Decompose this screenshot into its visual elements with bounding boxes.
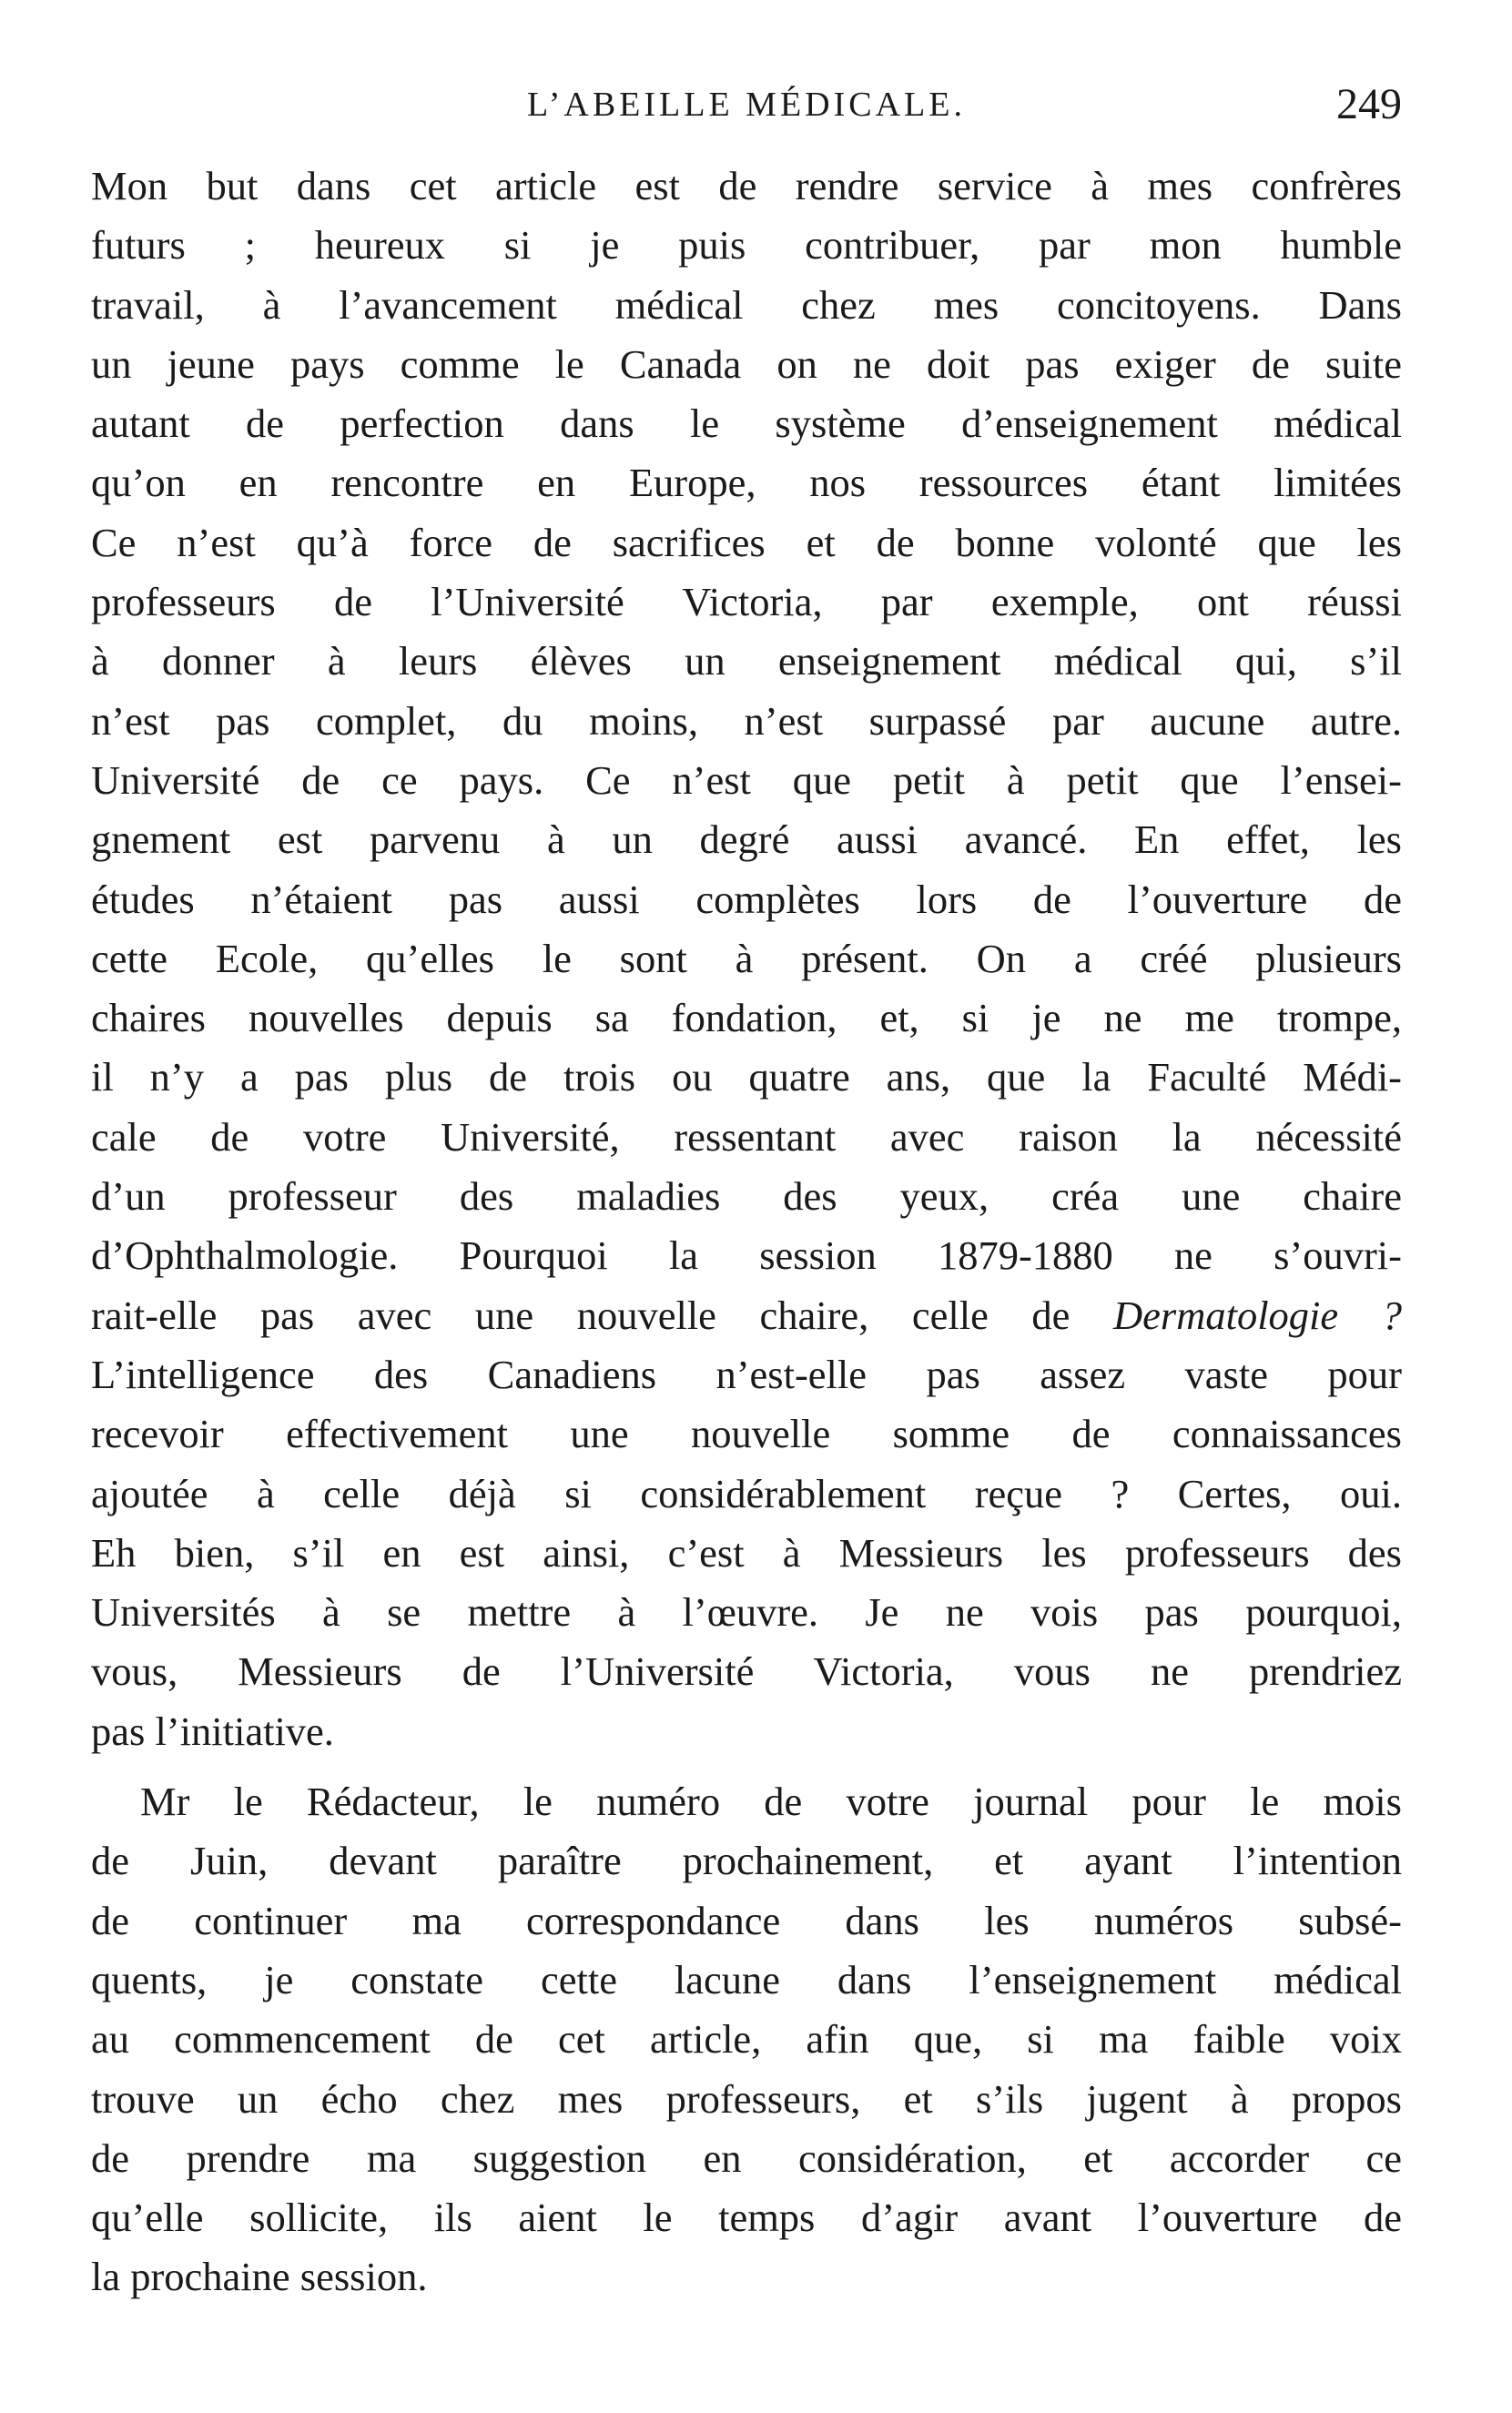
text-line: autant de perfection dans le système d’enseignement médical [91, 400, 1402, 447]
page-header [91, 73, 1402, 137]
text-line: Eh bien, s’il en est ainsi, c’est à Messieurs les professeurs des [91, 1529, 1402, 1576]
text-line: L’intelligence des Canadiens n’est-elle pas assez vaste pour [91, 1351, 1402, 1397]
body-text [91, 157, 1402, 2307]
text-line-with-italic [91, 1286, 1402, 1345]
text-line: de prendre ma suggestion en considération, et accorder ce [91, 2134, 1402, 2181]
text-line: chaires nouvelles depuis sa fondation, et, si je ne me trompe, [91, 995, 1402, 1041]
text-line: Mr le Rédacteur, le numéro de votre journal pour le mois [140, 1779, 1402, 1825]
paragraph-1 [91, 157, 1402, 1761]
text-line: futurs ; heureux si je puis contribuer, par mon humble [91, 222, 1402, 269]
text-line: vous, Messieurs de l’Université Victoria, vous ne prendriez [91, 1648, 1402, 1695]
text-line: de Juin, devant paraître prochainement, et ayant l’intention [91, 1838, 1402, 1884]
text-line: Universités à se mettre à l’œuvre. Je ne vois pas pourquoi, [91, 1589, 1402, 1636]
text-line: au commencement de cet article, afin que, si ma faible voix [91, 2016, 1402, 2063]
text-line: de continuer ma correspondance dans les numéros subsé- [91, 1897, 1402, 1943]
text-line: la prochaine session. [91, 2254, 428, 2300]
text-line: Université de ce pays. Ce n’est que petit à petit que l’ensei- [91, 756, 1402, 803]
text-run: rait-elle pas avec une nouvelle chaire, celle de [91, 1292, 1113, 1338]
text-line: d’Ophthalmologie. Pourquoi la session 1879-1880 ne s’ouvri- [91, 1232, 1402, 1279]
text-line: recevoir effectivement une nouvelle somme de connaissances [91, 1411, 1402, 1457]
text-line: cale de votre Université, ressentant avec raison la nécessité [91, 1113, 1402, 1160]
text-line: professeurs de l’Université Victoria, par exemple, ont réussi [91, 579, 1402, 625]
text-line: pas l’initiative. [91, 1708, 334, 1754]
text-line: études n’étaient pas aussi complètes lors de l’ouverture de [91, 876, 1402, 922]
text-line: n’est pas complet, du moins, n’est surpassé par aucune autre. [91, 697, 1402, 744]
text-line: à donner à leurs élèves un enseignement médical qui, s’il [91, 638, 1402, 684]
text-line: cette Ecole, qu’elles le sont à présent. On a créé plusieurs [91, 935, 1402, 981]
text-line: il n’y a pas plus de trois ou quatre ans, que la Faculté Médi- [91, 1054, 1402, 1100]
paragraph-gap [91, 1761, 1402, 1772]
text-line: Ce n’est qu’à force de sacrifices et de bonne volonté que les [91, 519, 1402, 565]
text-line: ajoutée à celle déjà si considérablement reçue ? Certes, oui. [91, 1470, 1402, 1516]
page-number: 249 [1336, 80, 1402, 128]
italic-term: Dermatologie ? [1112, 1292, 1402, 1338]
text-line: qu’on en rencontre en Europe, nos ressources étant limitées [91, 460, 1402, 506]
text-line: qu’elle sollicite, ils aient le temps d’agir avant l’ouverture de [91, 2195, 1402, 2241]
text-line: un jeune pays comme le Canada on ne doit pas exiger de suite [91, 340, 1402, 387]
text-line: gnement est parvenu à un degré aussi avancé. En effet, les [91, 816, 1402, 863]
text-line: Mon but dans cet article est de rendre service à mes confrères [91, 163, 1402, 208]
text-line: trouve un écho chez mes professeurs, et s’ils jugent à propos [91, 2075, 1402, 2122]
text-line: travail, à l’avancement médical chez mes concitoyens. Dans [91, 281, 1402, 328]
running-title: L’ABEILLE MÉDICALE. [527, 86, 966, 124]
text-line: d’un professeur des maladies des yeux, créa une chaire [91, 1173, 1402, 1220]
paragraph-2 [91, 1772, 1402, 2307]
text-line: quents, je constate cette lacune dans l’enseignement médical [91, 1956, 1402, 2002]
